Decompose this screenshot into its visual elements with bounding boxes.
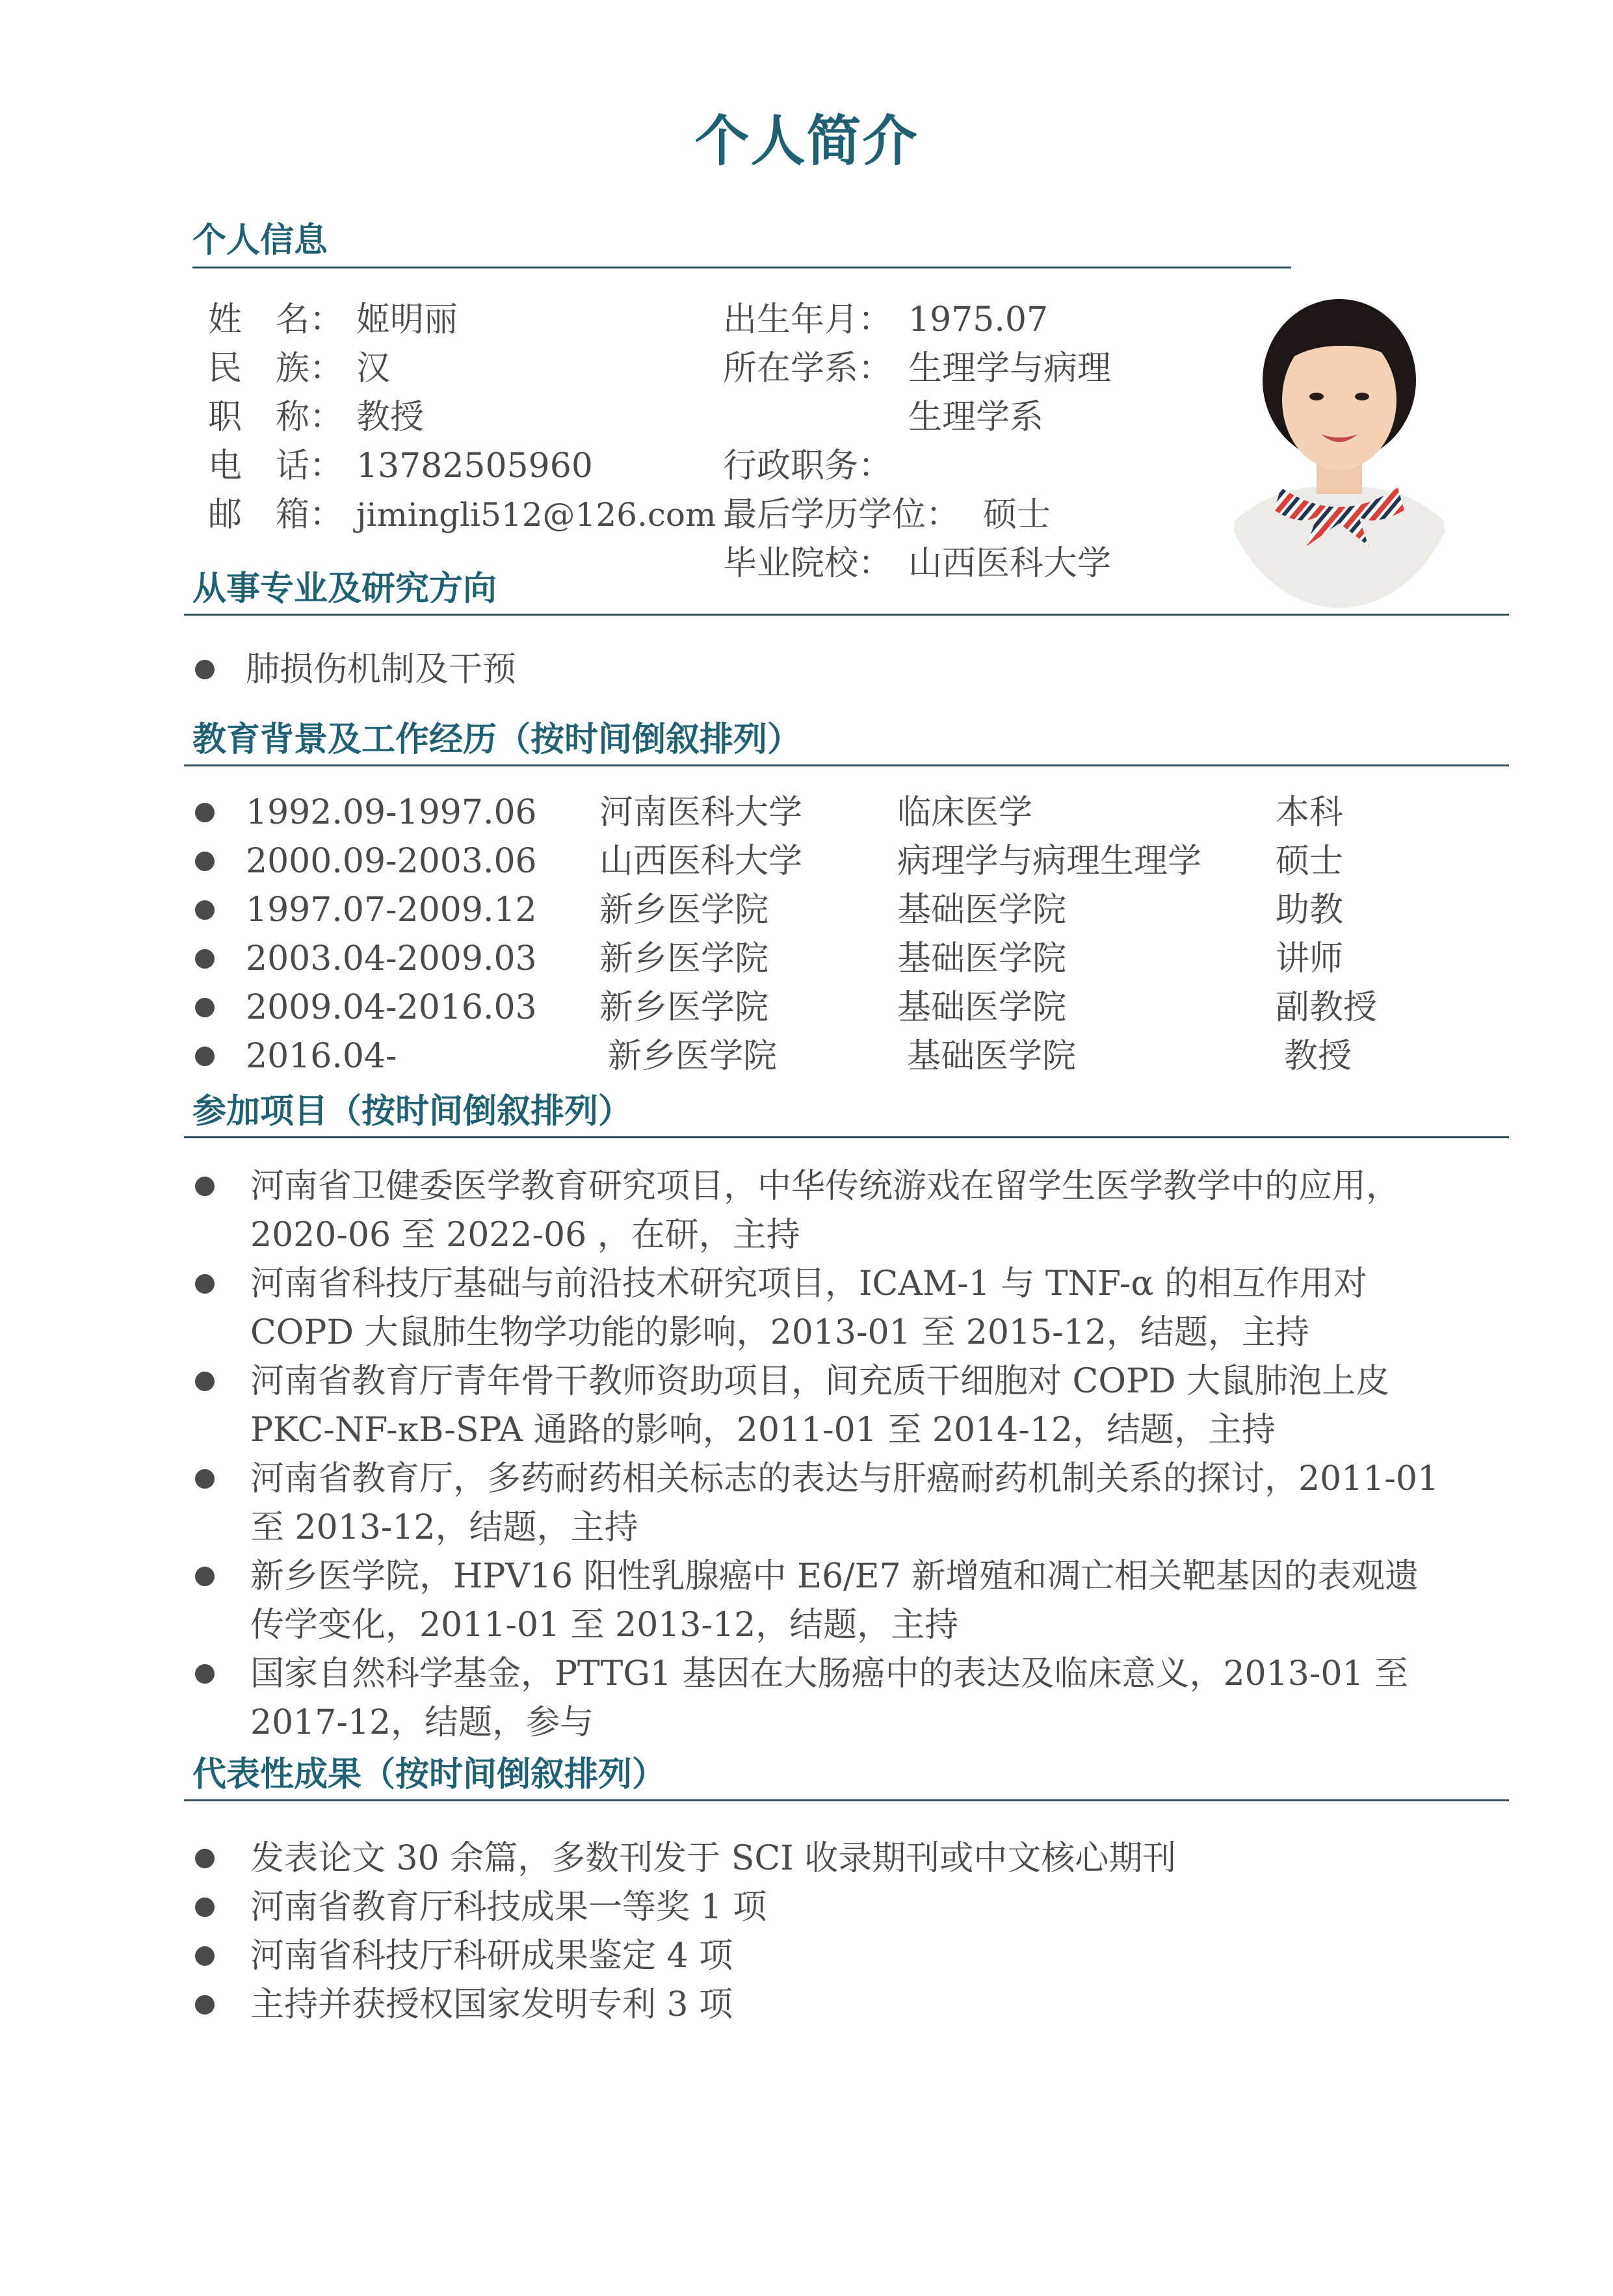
edu-period: 2016.04-	[246, 1037, 397, 1076]
ethnic-value: 汉	[356, 349, 391, 388]
admin-label: 行政职务：	[723, 447, 893, 486]
title-label: 职 称：	[208, 398, 344, 437]
edu-org: 新乡医学院	[599, 891, 769, 930]
dept-value-line2: 生理学系	[908, 398, 1044, 437]
name-value: 姬明丽	[356, 300, 458, 339]
edu-field: 基础医学院	[897, 988, 1067, 1027]
edu-field: 病理学与病理生理学	[897, 842, 1202, 881]
dept-label: 所在学系：	[723, 349, 893, 388]
project-line: 河南省卫健委医学教育研究项目，中华传统游戏在留学生医学教学中的应用，	[250, 1167, 1400, 1206]
project-line: 2017-12，结题，参与	[250, 1703, 594, 1742]
bullet-icon	[195, 1047, 215, 1066]
section-heading-info: 个人信息	[192, 221, 328, 260]
birth-label: 出生年月：	[723, 300, 893, 339]
achievement-item: 河南省科技厅科研成果鉴定 4 项	[250, 1937, 733, 1976]
email-value: jimingli512@126.com	[356, 496, 716, 534]
edu-field: 临床医学	[897, 793, 1033, 832]
edu-role: 助教	[1276, 891, 1344, 930]
phone-label: 电 话：	[208, 447, 344, 486]
school-value: 山西医科大学	[908, 544, 1112, 583]
bullet-icon	[195, 1177, 215, 1196]
edu-role: 本科	[1276, 793, 1344, 832]
phone-value: 13782505960	[356, 447, 593, 486]
bullet-icon	[195, 1372, 215, 1391]
bullet-icon	[195, 803, 215, 822]
project-line: 国家自然科学基金，PTTG1 基因在大肠癌中的表达及临床意义，2013-01 至	[250, 1654, 1409, 1693]
bullet-icon	[195, 1849, 215, 1868]
section-rule-research	[184, 614, 1509, 616]
edu-org: 河南医科大学	[599, 793, 803, 832]
research-item: 肺损伤机制及干预	[246, 650, 517, 689]
edu-period: 1992.09-1997.06	[246, 793, 537, 832]
bullet-icon	[195, 900, 215, 920]
page-title: 个人简介	[694, 109, 919, 173]
section-rule-achievements	[184, 1799, 1509, 1801]
edu-period: 2009.04-2016.03	[246, 988, 537, 1027]
project-line: 河南省教育厅，多药耐药相关标志的表达与肝癌耐药机制关系的探讨，2011-01	[250, 1459, 1439, 1498]
dept-value-line1: 生理学与病理	[908, 349, 1112, 388]
edu-period: 2003.04-2009.03	[246, 939, 537, 978]
degree-value: 硕士	[983, 495, 1051, 534]
bullet-icon	[195, 949, 215, 969]
bullet-icon	[195, 1946, 215, 1966]
project-line: 传学变化，2011-01 至 2013-12，结题，主持	[250, 1606, 959, 1645]
portrait-photo	[1209, 273, 1469, 611]
section-heading-education: 教育背景及工作经历（按时间倒叙排列）	[192, 720, 802, 759]
edu-role: 教授	[1284, 1037, 1352, 1076]
bullet-icon	[195, 1898, 215, 1917]
project-line: 河南省教育厅青年骨干教师资助项目，间充质干细胞对 COPD 大鼠肺泡上皮	[250, 1362, 1390, 1401]
edu-org: 新乡医学院	[608, 1037, 778, 1076]
bullet-icon	[195, 660, 215, 679]
section-heading-achievements: 代表性成果（按时间倒叙排列）	[192, 1755, 666, 1794]
school-label: 毕业院校：	[723, 544, 893, 583]
section-heading-research: 从事专业及研究方向	[192, 569, 497, 608]
achievement-item: 发表论文 30 余篇，多数刊发于 SCI 收录期刊或中文核心期刊	[250, 1839, 1177, 1878]
edu-org: 山西医科大学	[599, 842, 803, 881]
degree-label: 最后学历学位：	[723, 495, 960, 534]
project-line: 新乡医学院，HPV16 阳性乳腺癌中 E6/E7 新增殖和凋亡相关靶基因的表观遗	[250, 1557, 1419, 1596]
edu-field: 基础医学院	[907, 1037, 1077, 1076]
bullet-icon	[195, 1567, 215, 1586]
section-rule-projects	[184, 1136, 1509, 1138]
section-heading-projects: 参加项目（按时间倒叙排列）	[192, 1092, 633, 1131]
edu-org: 新乡医学院	[599, 988, 769, 1027]
bullet-icon	[195, 1664, 215, 1684]
achievement-item: 河南省教育厅科技成果一等奖 1 项	[250, 1888, 767, 1927]
edu-field: 基础医学院	[897, 891, 1067, 930]
bullet-icon	[195, 1469, 215, 1489]
birth-value: 1975.07	[908, 300, 1049, 339]
bullet-icon	[195, 852, 215, 871]
edu-period: 2000.09-2003.06	[246, 842, 537, 881]
edu-period: 1997.07-2009.12	[246, 891, 537, 930]
edu-role: 讲师	[1276, 939, 1344, 978]
edu-field: 基础医学院	[897, 939, 1067, 978]
name-label: 姓 名：	[208, 300, 344, 339]
bullet-icon	[195, 1274, 215, 1294]
project-line: 河南省科技厅基础与前沿技术研究项目，ICAM-1 与 TNF-α 的相互作用对	[250, 1264, 1367, 1303]
project-line: 至 2013-12，结题，主持	[250, 1508, 638, 1547]
section-rule-education	[184, 764, 1509, 766]
edu-org: 新乡医学院	[599, 939, 769, 978]
project-line: 2020-06 至 2022-06 ，在研，主持	[250, 1216, 800, 1255]
achievement-item: 主持并获授权国家发明专利 3 项	[250, 1985, 733, 2024]
ethnic-label: 民 族：	[208, 349, 344, 388]
bullet-icon	[195, 998, 215, 1017]
project-line: COPD 大鼠肺生物学功能的影响，2013-01 至 2015-12，结题，主持	[250, 1313, 1309, 1352]
title-value: 教授	[356, 398, 425, 437]
email-label: 邮 箱：	[208, 495, 344, 534]
project-line: PKC-NF-κB-SPA 通路的影响，2011-01 至 2014-12，结题，主持	[250, 1411, 1276, 1450]
edu-role: 副教授	[1276, 988, 1378, 1027]
section-rule-info	[192, 267, 1291, 268]
edu-role: 硕士	[1276, 842, 1344, 881]
bullet-icon	[195, 1995, 215, 2015]
